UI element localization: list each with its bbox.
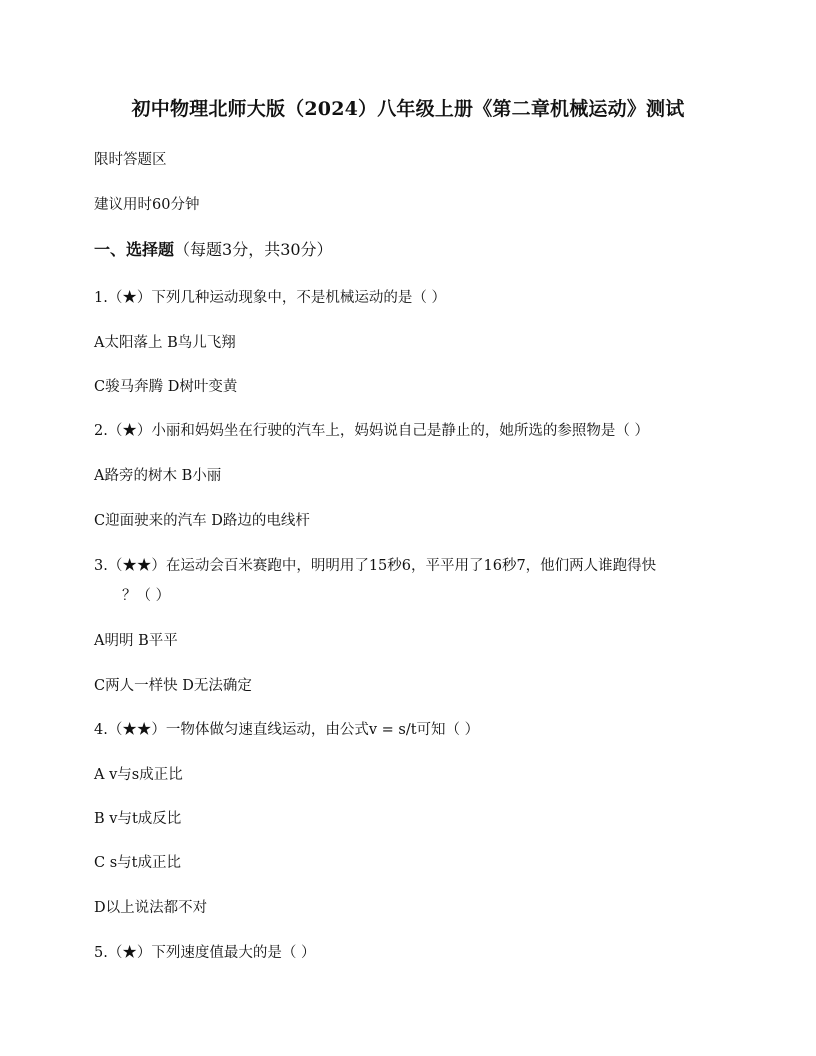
question-3-stem: 3.（★★）在运动会百米赛跑中，明明用了15秒6，平平用了16秒7，他们两人谁跑得快 (94, 558, 657, 574)
question-1-option-line-1: A太阳落上 B鸟儿飞翔 (94, 335, 236, 351)
section-heading-text: 一、选择题 (94, 240, 175, 259)
question-1-option-line-2: C骏马奔腾 D树叶变黄 (94, 379, 238, 395)
question-4-stem: 4.（★★）一物体做匀速直线运动，由公式v = s/t可知（ ） (94, 722, 480, 738)
question-5-stem: 5.（★）下列速度值最大的是（ ） (94, 945, 316, 961)
question-1-stem: 1.（★）下列几种运动现象中，不是机械运动的是（ ） (94, 290, 446, 306)
question-2-stem: 2.（★）小丽和妈妈坐在行驶的汽车上，妈妈说自己是静止的，她所选的参照物是（ ） (94, 423, 649, 439)
time-limit-area-label: 限时答题区 (94, 152, 167, 168)
section-score-note: （每题3分，共30分） (174, 240, 333, 259)
question-3-option-line-1: A明明 B平平 (94, 633, 178, 649)
question-4-option-b: B v与t成反比 (94, 811, 182, 827)
document-title: 初中物理北师大版（2024）八年级上册《第二章机械运动》测试 (131, 98, 685, 120)
question-4-option-d: D以上说法都不对 (94, 900, 208, 916)
question-4-option-a: A v与s成正比 (94, 767, 183, 783)
question-3-stem-continuation: ？（ ） (122, 588, 171, 604)
question-4-option-c: C s与t成正比 (94, 855, 181, 871)
suggested-time-label: 建议用时60分钟 (94, 197, 200, 213)
question-2-option-line-1: A路旁的树木 B小丽 (94, 468, 222, 484)
section-heading (94, 240, 333, 260)
question-3-option-line-2: C两人一样快 D无法确定 (94, 678, 252, 694)
question-2-option-line-2: C迎面驶来的汽车 D路边的电线杆 (94, 513, 310, 529)
